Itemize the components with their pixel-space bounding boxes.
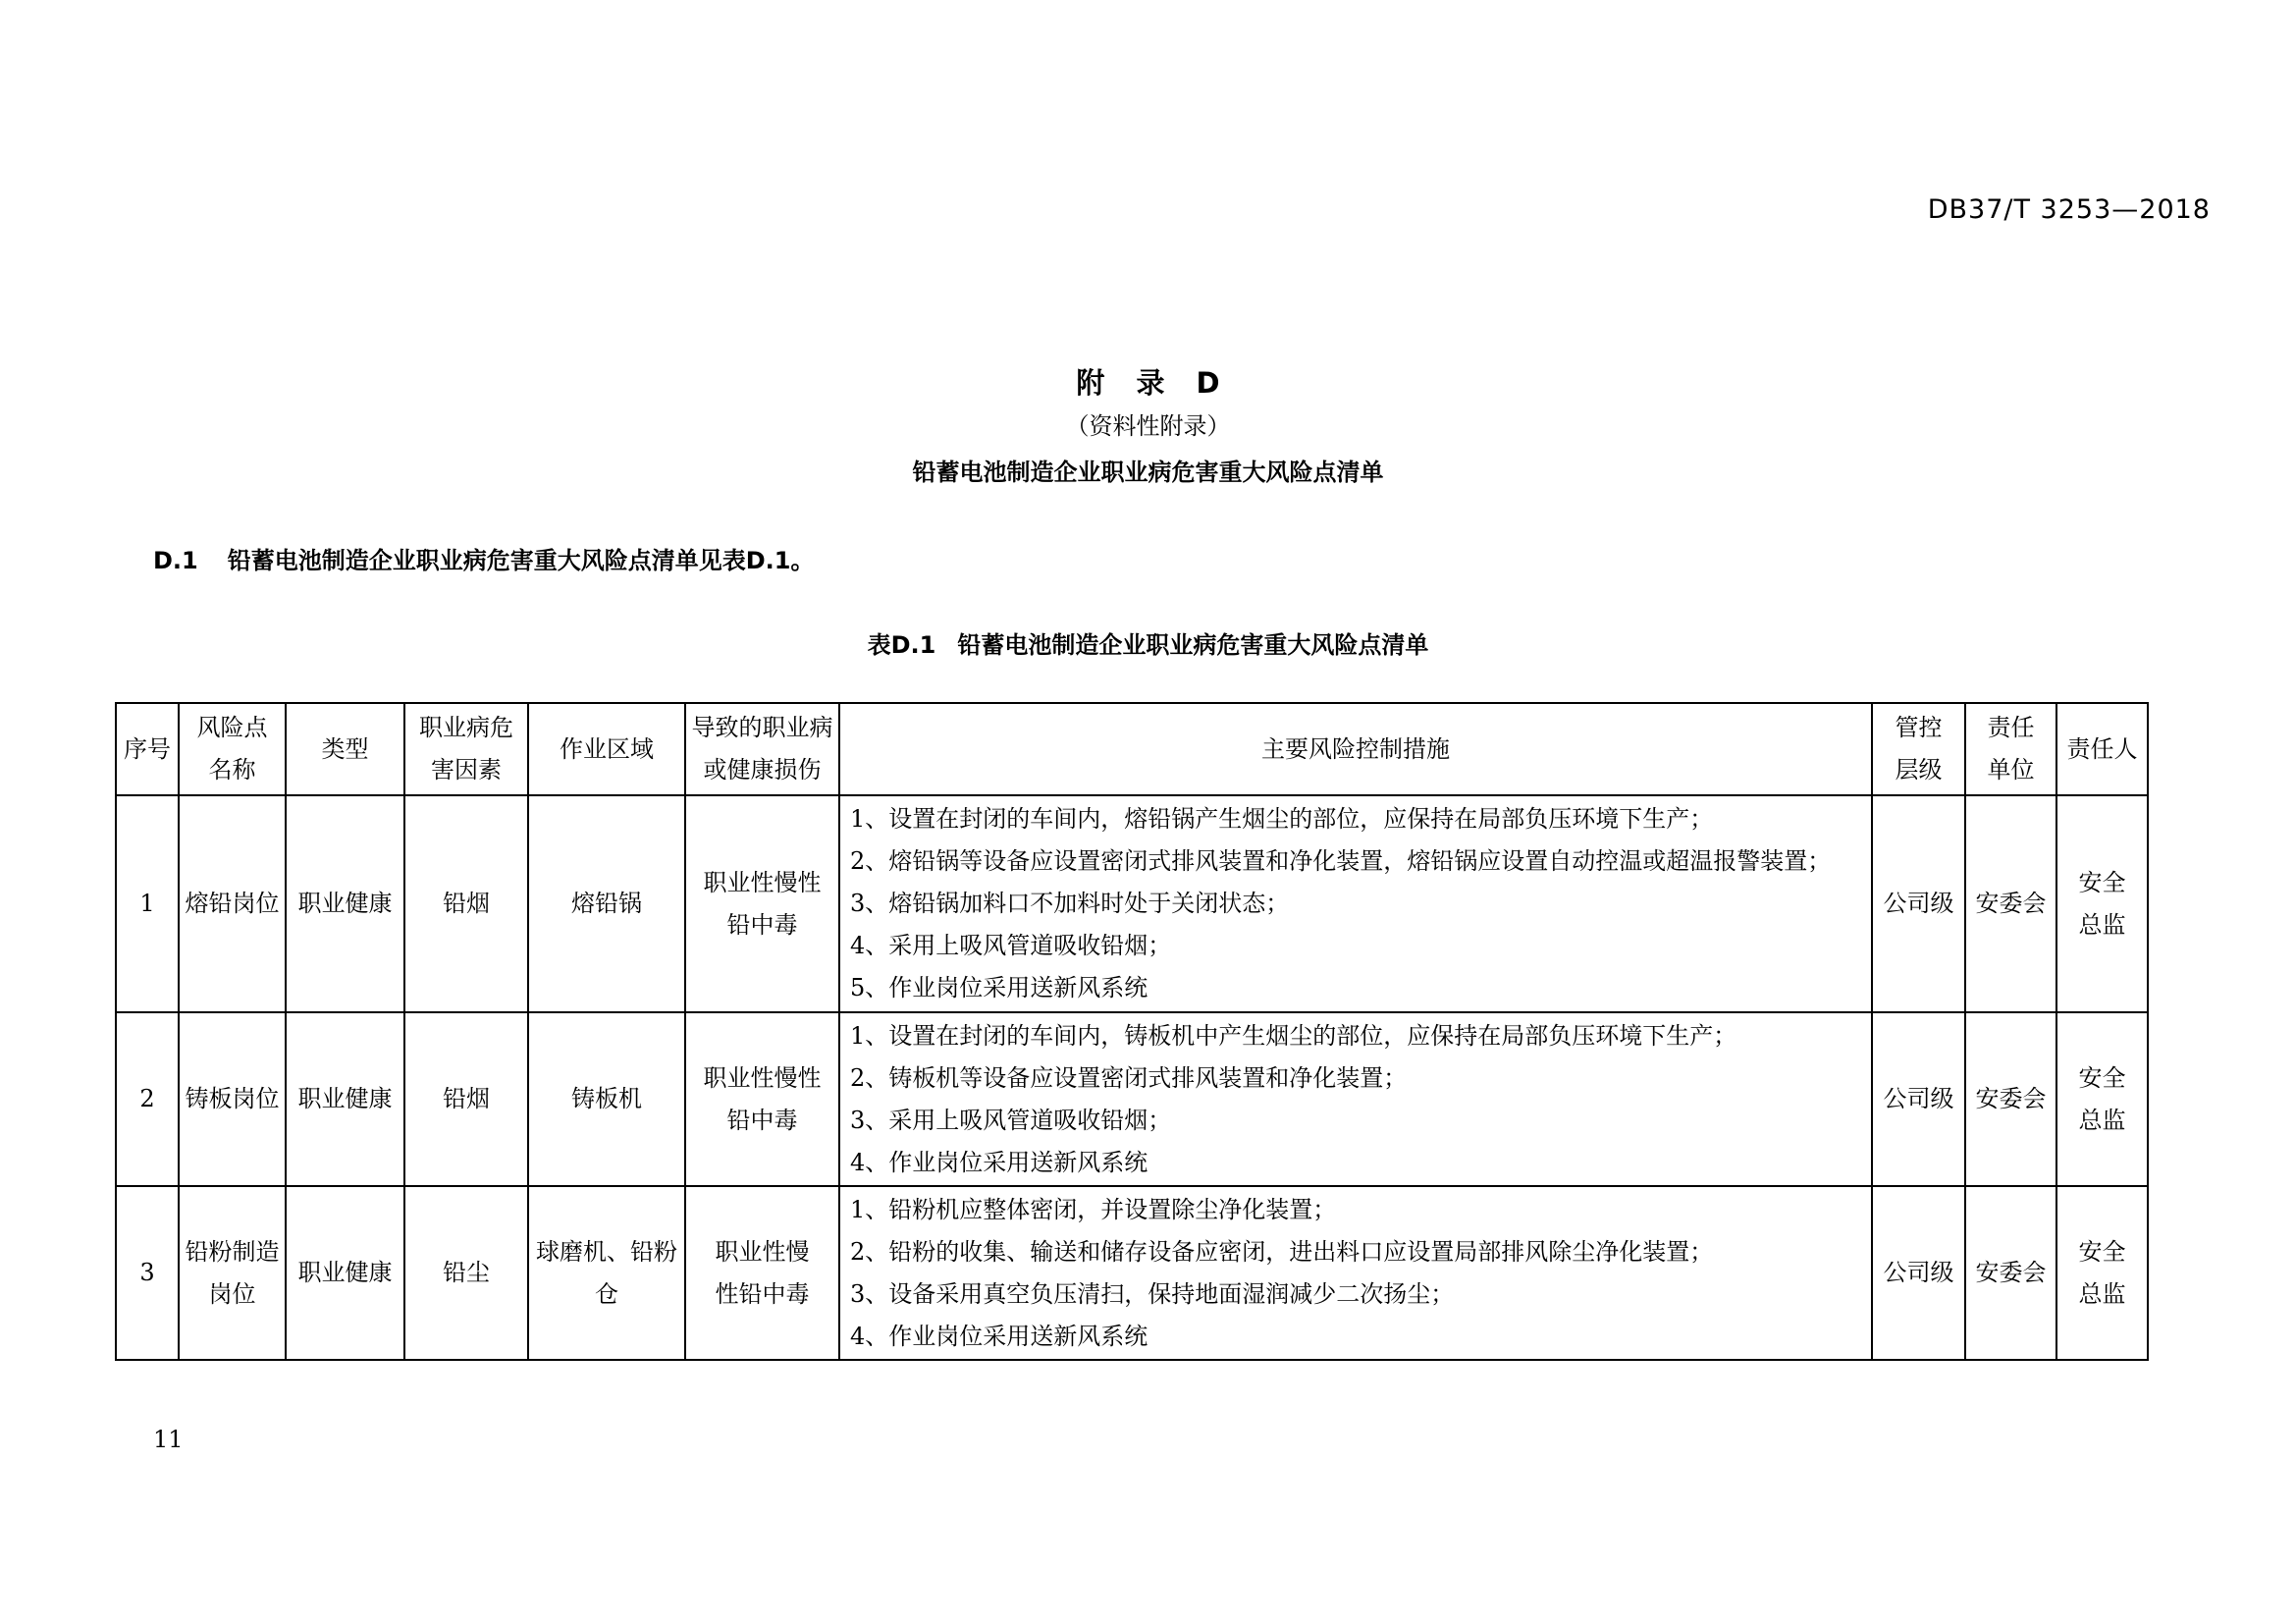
cell-risk-point: 熔铅岗位 bbox=[179, 795, 286, 1012]
measure-item: 1、铅粉机应整体密闭，并设置除尘净化装置； bbox=[850, 1195, 1337, 1223]
measure-item: 1、设置在封闭的车间内，熔铅锅产生烟尘的部位，应保持在局部负压环境下生产； bbox=[850, 805, 1714, 833]
header-hazard: 职业病危 害因素 bbox=[404, 703, 528, 795]
measure-item: 3、熔铅锅加料口不加料时处于关闭状态； bbox=[850, 890, 1290, 917]
cell-type: 职业健康 bbox=[286, 1186, 404, 1360]
cell-type: 职业健康 bbox=[286, 1012, 404, 1186]
cell-level: 公司级 bbox=[1872, 1012, 1965, 1186]
cell-hazard: 铅烟 bbox=[404, 795, 528, 1012]
cell-disease: 职业性慢性 铅中毒 bbox=[685, 795, 839, 1012]
measure-item: 4、作业岗位采用送新风系统 bbox=[850, 1148, 1148, 1176]
table-caption-title: 铅蓄电池制造企业职业病危害重大风险点清单 bbox=[957, 631, 1429, 659]
cell-level: 公司级 bbox=[1872, 795, 1965, 1012]
header-area: 作业区域 bbox=[528, 703, 685, 795]
cell-unit: 安委会 bbox=[1965, 1186, 2056, 1360]
header-measures: 主要风险控制措施 bbox=[839, 703, 1872, 795]
header-type: 类型 bbox=[286, 703, 404, 795]
cell-hazard: 铅烟 bbox=[404, 1012, 528, 1186]
cell-person: 安全 总监 bbox=[2056, 1012, 2148, 1186]
cell-seq: 1 bbox=[116, 795, 179, 1012]
table-header-row bbox=[116, 703, 2148, 795]
header-seq: 序号 bbox=[116, 703, 179, 795]
cell-risk-point: 铸板岗位 bbox=[179, 1012, 286, 1186]
measure-item: 2、铅粉的收集、输送和储存设备应密闭，进出料口应设置局部排风除尘净化装置； bbox=[850, 1237, 1714, 1266]
cell-measures bbox=[839, 1186, 1872, 1360]
cell-type: 职业健康 bbox=[286, 795, 404, 1012]
measure-item: 3、采用上吸风管道吸收铅烟； bbox=[850, 1106, 1172, 1134]
clause-number: D.1 bbox=[153, 547, 198, 574]
measure-item: 1、设置在封闭的车间内，铸板机中产生烟尘的部位，应保持在局部负压环境下生产； bbox=[850, 1021, 1737, 1050]
table-caption bbox=[0, 625, 2296, 660]
measure-item: 4、作业岗位采用送新风系统 bbox=[850, 1322, 1148, 1350]
table-row bbox=[116, 1186, 2148, 1360]
cell-unit: 安委会 bbox=[1965, 1012, 2056, 1186]
cell-area: 熔铅锅 bbox=[528, 795, 685, 1012]
cell-area: 球磨机、铅粉 仓 bbox=[528, 1186, 685, 1360]
measure-item: 2、熔铅锅等设备应设置密闭式排风装置和净化装置，熔铅锅应设置自动控温或超温报警装置； bbox=[850, 847, 1832, 875]
cell-area: 铸板机 bbox=[528, 1012, 685, 1186]
header-risk-point: 风险点 名称 bbox=[179, 703, 286, 795]
measure-item: 4、采用上吸风管道吸收铅烟； bbox=[850, 932, 1172, 959]
cell-disease: 职业性慢性 铅中毒 bbox=[685, 1012, 839, 1186]
standard-code: DB37/T 3253—2018 bbox=[1927, 194, 2211, 225]
cell-hazard: 铅尘 bbox=[404, 1186, 528, 1360]
clause-text: 铅蓄电池制造企业职业病危害重大风险点清单见表D.1。 bbox=[227, 547, 815, 574]
table-caption-number: 表D.1 bbox=[867, 631, 936, 659]
appendix-title: 附 录 D bbox=[1076, 366, 1220, 400]
measure-item: 3、设备采用真空负压清扫，保持地面湿润减少二次扬尘； bbox=[850, 1279, 1455, 1308]
table-row bbox=[116, 1012, 2148, 1186]
cell-measures bbox=[839, 795, 1872, 1012]
cell-seq: 2 bbox=[116, 1012, 179, 1186]
cell-level: 公司级 bbox=[1872, 1186, 1965, 1360]
header-person: 责任人 bbox=[2056, 703, 2148, 795]
appendix-name: 铅蓄电池制造企业职业病危害重大风险点清单 bbox=[912, 459, 1384, 486]
clause-d1 bbox=[153, 541, 815, 575]
header-unit: 责任 单位 bbox=[1965, 703, 2056, 795]
header-level: 管控 层级 bbox=[1872, 703, 1965, 795]
risk-table bbox=[115, 702, 2149, 1361]
cell-person: 安全 总监 bbox=[2056, 795, 2148, 1012]
measure-item: 2、铸板机等设备应设置密闭式排风装置和净化装置； bbox=[850, 1063, 1408, 1092]
measure-item: 5、作业岗位采用送新风系统 bbox=[850, 974, 1148, 1001]
cell-measures bbox=[839, 1012, 1872, 1186]
header-disease: 导致的职业病 或健康损伤 bbox=[685, 703, 839, 795]
appendix-subtitle: （资料性附录） bbox=[1065, 412, 1231, 440]
cell-unit: 安委会 bbox=[1965, 795, 2056, 1012]
table-row bbox=[116, 795, 2148, 1012]
cell-risk-point: 铅粉制造 岗位 bbox=[179, 1186, 286, 1360]
cell-disease: 职业性慢 性铅中毒 bbox=[685, 1186, 839, 1360]
page-number: 11 bbox=[153, 1426, 184, 1453]
cell-seq: 3 bbox=[116, 1186, 179, 1360]
cell-person: 安全 总监 bbox=[2056, 1186, 2148, 1360]
